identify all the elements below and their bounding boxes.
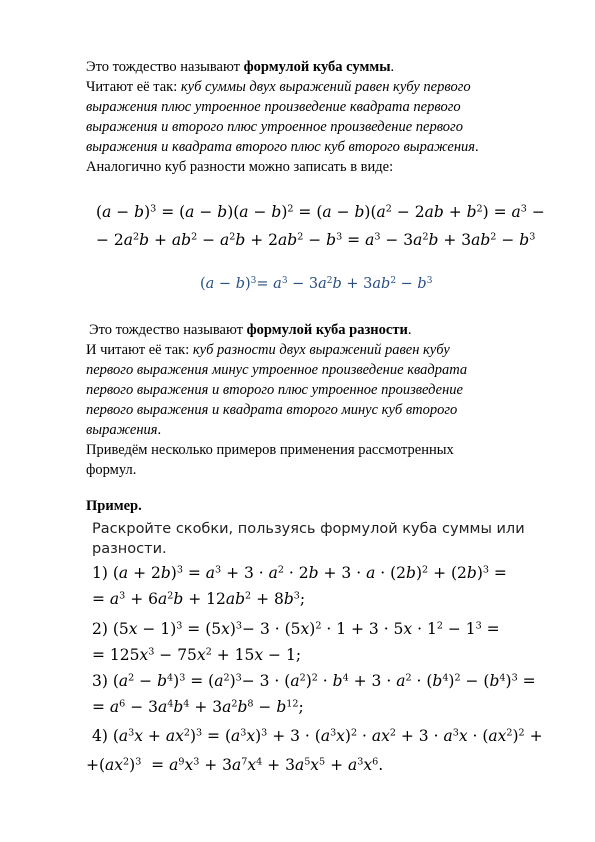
sum-identity-line: Это тождество называют формулой куба суммы. xyxy=(86,59,395,75)
derivation-line-1: $(a - b)^3 = (a - b)(a - b)^2 = (a - b)(a^2 - 2ab + b^2) = a^3$ − xyxy=(96,203,545,221)
example-1-line-2: = $a^3 + 6a^2b + 12ab^2 + 8b^3$; xyxy=(92,590,306,608)
sum-reading-line-1: Читают её так: куб суммы двух выражений равен кубу первого xyxy=(86,79,471,95)
example-2-line-1: 2) $(5x - 1)^3 = (5x)^3- 3 \cdot (5x)^2 \cdot 1 + 3 \cdot 5x \cdot 1^2 - 1^3$ = xyxy=(92,620,500,638)
example-1-line-1: 1) $(a + 2b)^3 = a^3 + 3 \cdot a^2 \cdot 2b + 3 \cdot a \cdot (2b)^2 + (2b)^3$ = xyxy=(92,564,507,582)
diff-reading-line-1: И читают её так: куб разности двух выражений равен кубу xyxy=(86,342,450,358)
examples-intro-line-2: формул. xyxy=(86,462,137,478)
example-2-line-2: = $125x^3 - 75x^2 + 15x - 1$; xyxy=(92,646,302,664)
sum-reading-line-3: выражения и второго плюс утроенное произведение первого xyxy=(86,119,463,135)
diff-formula-term: формулой куба разности xyxy=(246,322,408,338)
difference-cube-formula: $(a - b)^3= a^3 - 3a^2b + 3ab^2 - b^3$ xyxy=(200,276,433,292)
diff-reading-line-5: выражения. xyxy=(86,422,162,438)
example-3-line-2: = $a^6 - 3a^4b^4 + 3a^2b^8 - b^{12}$; xyxy=(92,698,304,716)
example-3-line-1: 3) $(a^2 - b^4)^3 = (a^2)^3- 3 \cdot (a^2)^2 \cdot b^4 + 3 \cdot a^2 \cdot (b^4)^2 - (b^4)^3$ = xyxy=(92,672,536,690)
example-4-line-2: $+(ax^2)^3 = a^9x^3 + 3a^7x^4 + 3a^5x^5 + a^3x^6$. xyxy=(86,756,384,774)
sum-reading-line-2: выражения плюс утроенное произведение квадрата первого xyxy=(86,99,461,115)
examples-intro-line-1: Приведём несколько примеров применения рассмотренных xyxy=(86,442,454,458)
difference-intro-line: Аналогично куб разности можно записать в виде: xyxy=(86,159,394,175)
example-heading: Пример. xyxy=(86,498,142,514)
example-task-line-2: разности. xyxy=(92,541,167,557)
sum-formula-term: формулой куба суммы xyxy=(243,59,391,75)
diff-reading-line-4: первого выражения и квадрата второго минус куб второго xyxy=(86,402,458,418)
derivation-line-2: − $2a^2b + ab^2 - a^2b + 2ab^2 - b^3 = a^3 - 3a^2b + 3ab^2 - b^3$ xyxy=(96,231,536,249)
diff-identity-line: Это тождество называют формулой куба разности. xyxy=(89,322,412,338)
diff-reading-line-2: первого выражения минус утроенное произведение квадрата xyxy=(86,362,468,378)
example-4-line-1: 4) $(a^3x + ax^2)^3 = (a^3x)^3 + 3 \cdot (a^3x)^2 \cdot ax^2 + 3 \cdot a^3x \cdot (ax^2)^2$ + xyxy=(92,727,543,745)
example-task-line-1: Раскройте скобки, пользуясь формулой куба суммы или xyxy=(92,521,525,537)
diff-reading-line-3: первого выражения и второго плюс утроенное произведение xyxy=(86,382,463,398)
sum-reading-line-4: выражения и квадрата второго плюс куб второго выражения. xyxy=(86,139,479,155)
